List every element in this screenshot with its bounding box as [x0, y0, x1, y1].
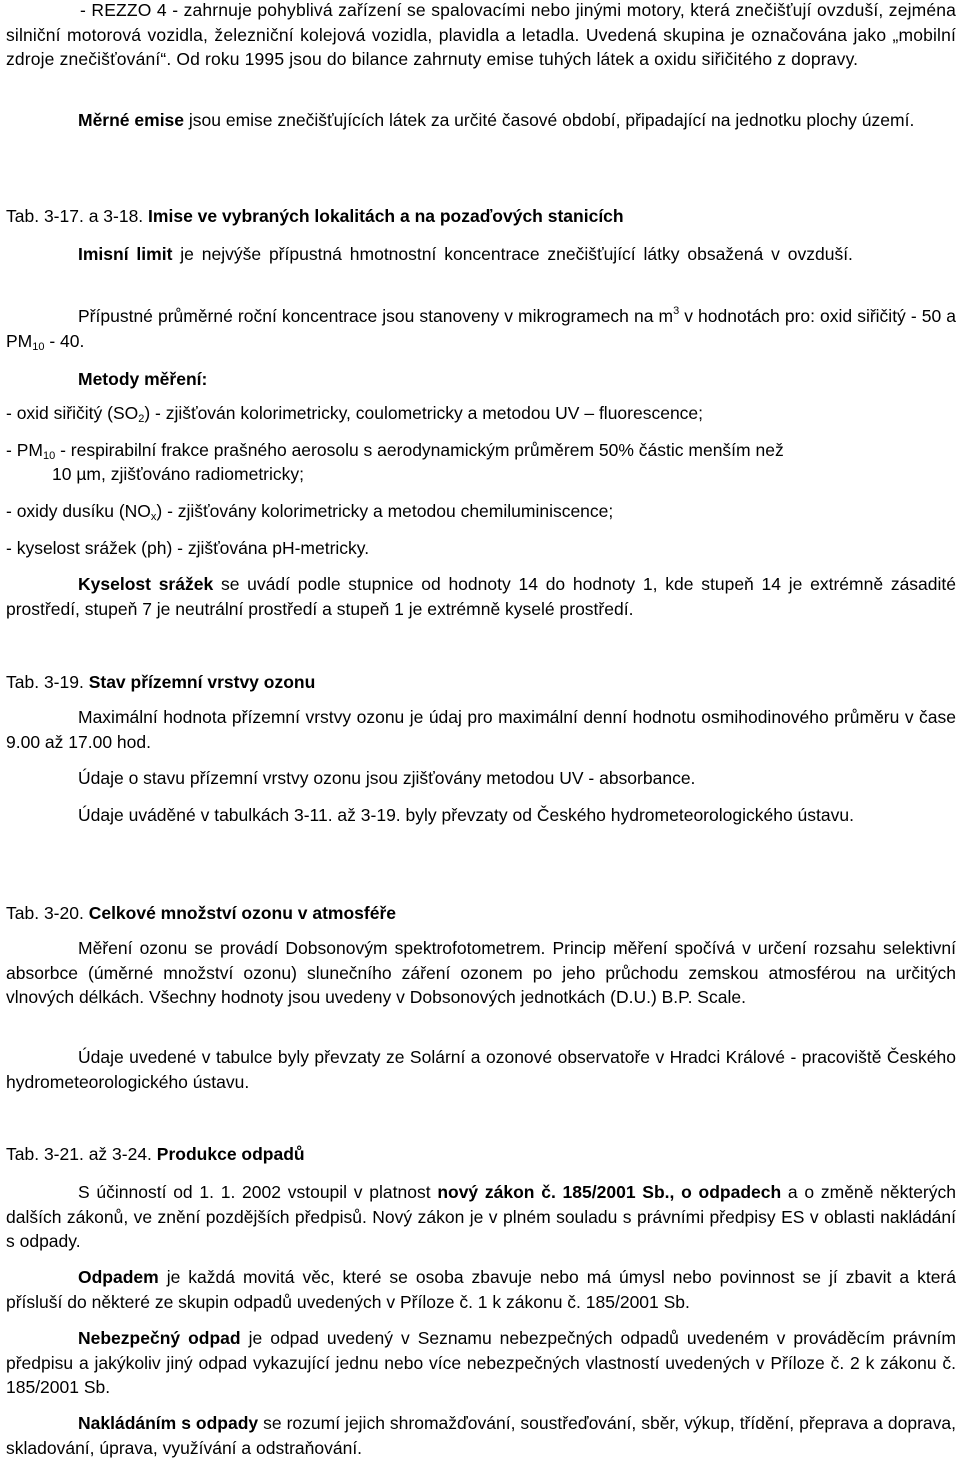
nebezpecny-odpad-text: je odpad uvedený v Seznamu nebezpečných odpadů uvedeném v prováděcím právním předpisu a jakýkoliv jiný odpad vykazující jednu nebo více nebezpečných vlastností uvedených v Příloze č. 2 k zákonu č. 185/2001 Sb.: [6, 1328, 956, 1397]
tab21-title: Produkce odpadů: [156, 1144, 305, 1164]
tab19-prefix: Tab. 3-19.: [6, 672, 89, 692]
ozon-uv-paragraph: Údaje o stavu přízemní vrstvy ozonu jsou zjišťovány metodou UV - absorbance.: [78, 768, 696, 788]
rezzo4-line1: - REZZO 4 - zahrnuje pohyblivá zařízení se spalovacími nebo jinými motory, která znečišťují: [80, 0, 812, 20]
ozon-max-paragraph: Maximální hodnota přízemní vrstvy ozonu je údaj pro maximální denní hodnotu osmihodinového průměru v čase 9.00 až 17.00 hod.: [6, 707, 956, 752]
zakon-paragraph: [6, 1180, 956, 1254]
merne-emise-text: jsou emise znečišťujících látek za určité časové období, připadající na jednotku plochy území.: [184, 110, 915, 130]
zakon-text-a: S účinností od 1. 1. 2002 vstoupil v platnost: [78, 1182, 438, 1202]
udaje-chmu-paragraph: Údaje uváděné v tabulkách 3-11. až 3-19. byly převzaty od Českého hydrometeorologického ústavu.: [78, 805, 854, 825]
tab17-heading: [6, 205, 624, 227]
tab17-title: Imise ve vybraných lokalitách a na pozaďových stanicích: [148, 206, 624, 226]
method-nox: - oxidy dusíku $(NO_x)$ - zjišťovány kolorimetricky a metodou chemiluminiscence;: [6, 501, 614, 523]
odpad-paragraph: [6, 1265, 956, 1314]
kyselost-term: Kyselost srážek: [78, 574, 214, 594]
imisni-limit-text: je nejvýše přípustná hmotnostní koncentrace znečišťující látky obsažená v ovzduší.: [172, 244, 853, 264]
odpad-term: Odpadem: [78, 1267, 159, 1287]
tab20-prefix: Tab. 3-20.: [6, 903, 89, 923]
dobson-paragraph: Měření ozonu se provádí Dobsonovým spektrofotometrem. Princip měření spočívá v určení rozsahu selektivní absorbce (úměrné množství ozonu) slunečního záření ozonem po jeho průchodu zemskou atmosférou na určitých vlnových délkách. Všechny hodnoty jsou uvedeny v Dobsonových jednotkách (D.U.) B.P. Scale.: [6, 938, 956, 1007]
nakladani-term: Nakládáním s odpady: [78, 1413, 259, 1433]
pripustne-sub: 10: [32, 340, 45, 353]
tab17-prefix: Tab. 3-17. a 3-18.: [6, 206, 149, 226]
nakladani-text: se rozumí jejich shromažďování, soustřeďování, sběr, výkup, třídění, přeprava a doprava, skladování, úprava, využívání a odstraňování.: [6, 1413, 956, 1458]
odpad-text: je každá movitá věc, které se osoba zbavuje nebo má úmysl nebo povinnost se jí zbavit a která přísluší do některé ze skupin odpadů uvedených v Příloze č. 1 k zákonu č. 185/2001 Sb.: [6, 1267, 956, 1312]
observatory-paragraph: Údaje uvedené v tabulce byly převzaty ze Solární a ozonové observatoře v Hradci Králové - pracoviště Českého hydrometeorologického ústavu.: [6, 1047, 956, 1092]
method-pm10-cont: 10 µm, zjišťováno radiometricky;: [52, 464, 305, 484]
tab20-heading: [6, 902, 396, 924]
nebezpecny-odpad-term: Nebezpečný odpad: [78, 1328, 241, 1348]
imisni-limit-term: Imisní limit: [78, 244, 173, 264]
pripustne-text: Přípustné průměrné roční koncentrace jsou stanoveny v mikrogramech na m: [78, 306, 674, 326]
zakon-text-b: a o změně některých dalších zákonů, ve znění pozdějších předpisů. Nový zákon je v plném souladu s právními předpisy ES v oblasti nakládání s odpady.: [6, 1182, 956, 1251]
tab19-heading: [6, 671, 315, 693]
pripustne-text3: - 40.: [44, 330, 85, 351]
tab21-prefix: Tab. 3-21. až 3-24.: [6, 1144, 157, 1164]
zakon-bold: nový zákon č. 185/2001 Sb., o odpadech: [437, 1182, 782, 1202]
kyselost-paragraph: [6, 572, 956, 621]
method-ph: - kyselost srážek (ph) - zjišťována pH-metricky.: [6, 538, 370, 558]
nakladani-paragraph: [6, 1411, 956, 1460]
method-so2: - oxid siřičitý $(SO_2)$ - zjišťován kolorimetricky, coulometricky a metodou UV – fluorescence;: [6, 403, 704, 425]
pripustne-paragraph: [6, 304, 956, 353]
kyselost-text: se uvádí podle stupnice od hodnoty 14 do hodnoty 1, kde stupeň 14 je extrémně zásadité prostředí, stupeň 7 je neutrální prostředí a stupeň 1 je extrémně kyselé prostředí.: [6, 574, 956, 619]
tab20-title: Celkové množství ozonu v atmosféře: [88, 903, 397, 923]
tab19-title: Stav přízemní vrstvy ozonu: [88, 672, 316, 692]
merne-emise-term: Měrné emise: [78, 110, 185, 130]
pripustne-text2: v hodnotách pro: oxid siřičitý - 50 a PM: [6, 306, 956, 351]
imisni-limit-paragraph: [6, 242, 956, 267]
method-pm10: - $PM_{10}$ - respirabilní frakce prašného aerosolu s aerodynamickým průměrem 50% částic menším než: [6, 440, 784, 462]
merne-emise-paragraph: [6, 108, 956, 133]
rezzo4-rest: ovzduší, zejména silniční motorová vozidla, železniční kolejová vozidla, plavidla a letadla. Uvedená skupina je označována jako „mobilní zdroje znečišťování“. Od roku 1995 jsou do bilance zahrnuty emise tuhých látek a oxidu siřičitého z dopravy.: [6, 0, 957, 69]
tab21-heading: [6, 1143, 305, 1165]
methods-heading: Metody měření:: [78, 369, 208, 389]
rezzo4-paragraph: [6, 0, 956, 72]
nebezpecny-odpad-paragraph: [6, 1326, 956, 1400]
pripustne-sup: 3: [673, 305, 680, 317]
